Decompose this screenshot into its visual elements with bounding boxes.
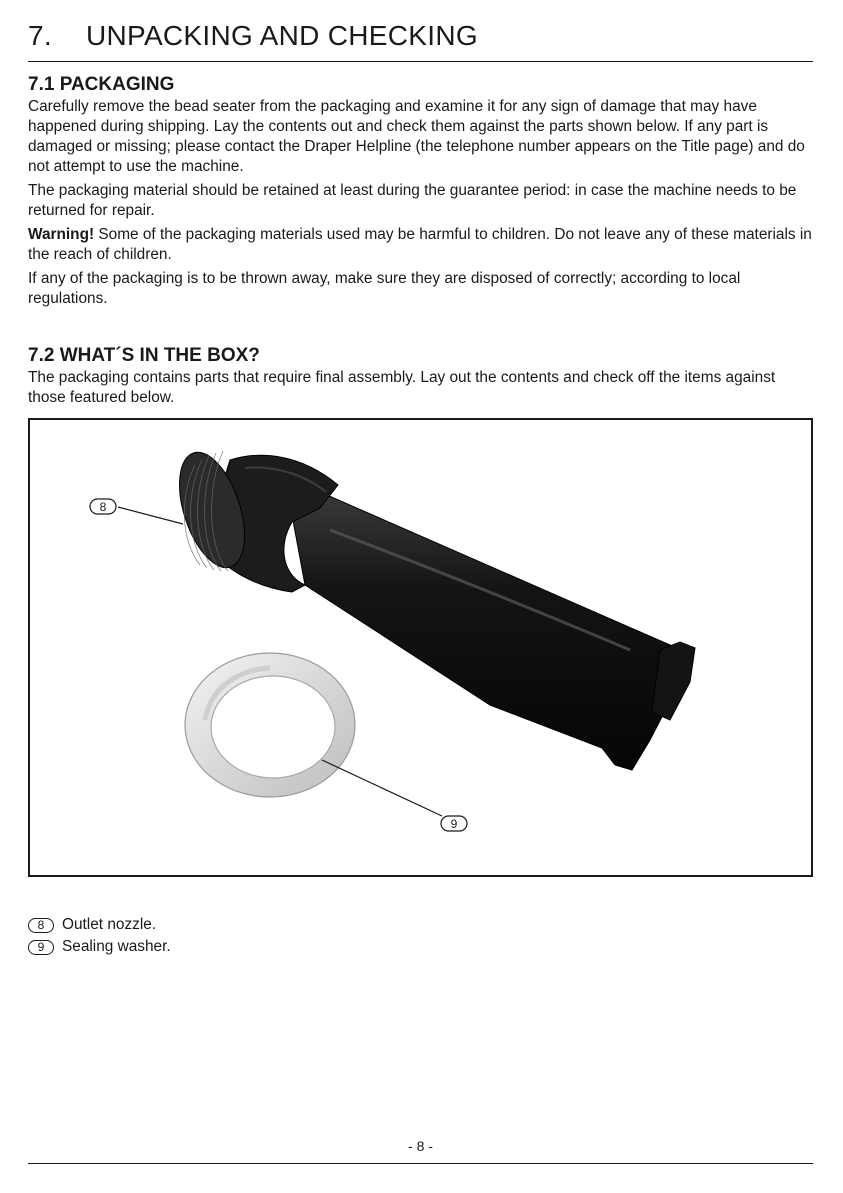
page-number: - 8 -	[408, 1138, 433, 1154]
callout-9-number: 9	[450, 817, 458, 831]
legend-item	[28, 914, 171, 936]
warning-text: Some of the packaging materials used may be harmful to children. Do not leave any of these materials in the reach of children.	[28, 226, 812, 263]
packaging-warning-paragraph	[28, 225, 813, 265]
manual-page	[28, 0, 813, 1193]
section-packaging	[28, 73, 813, 313]
legend-badge: 8	[28, 918, 54, 933]
chapter-number: 7.	[28, 20, 52, 51]
packaging-paragraph-4: If any of the packaging is to be thrown away, make sure they are disposed of correctly; according to local regulations.	[28, 270, 741, 307]
legend-badge: 9	[28, 940, 54, 955]
callout-8-number: 8	[99, 500, 107, 514]
sealing-washer-image	[185, 653, 355, 797]
header-rule	[28, 61, 813, 62]
packaging-paragraph-2: The packaging material should be retained at least during the guarantee period: in case the machine needs to be returned for repair.	[28, 182, 797, 219]
chapter-title	[28, 20, 478, 52]
chapter-title-text: UNPACKING AND CHECKING	[86, 20, 478, 51]
legend-label: Outlet nozzle.	[62, 916, 157, 933]
callout-8	[90, 499, 183, 524]
legend-item	[28, 936, 171, 958]
packaging-paragraph-1: Carefully remove the bead seater from the packaging and examine it for any sign of damage that may have happened during shipping. Lay the contents out and check them against the parts shown below. If any part is damaged or missing; please contact the Draper Helpline (the telephone number appears on the Title page) and do not attempt to use the machine.	[28, 98, 805, 175]
parts-illustration	[30, 420, 811, 875]
parts-figure	[28, 418, 813, 877]
legend-label: Sealing washer.	[62, 938, 171, 955]
section-box-title: 7.2 WHAT´S IN THE BOX?	[28, 345, 260, 366]
warning-label: Warning!	[28, 226, 95, 243]
section-whats-in-box	[28, 344, 813, 412]
callout-9	[322, 760, 467, 831]
parts-legend	[28, 914, 171, 958]
footer-rule	[28, 1163, 813, 1164]
section-packaging-title: 7.1 PACKAGING	[28, 74, 175, 95]
box-paragraph-1: The packaging contains parts that require final assembly. Lay out the contents and check off the items against those featured below.	[28, 369, 776, 406]
